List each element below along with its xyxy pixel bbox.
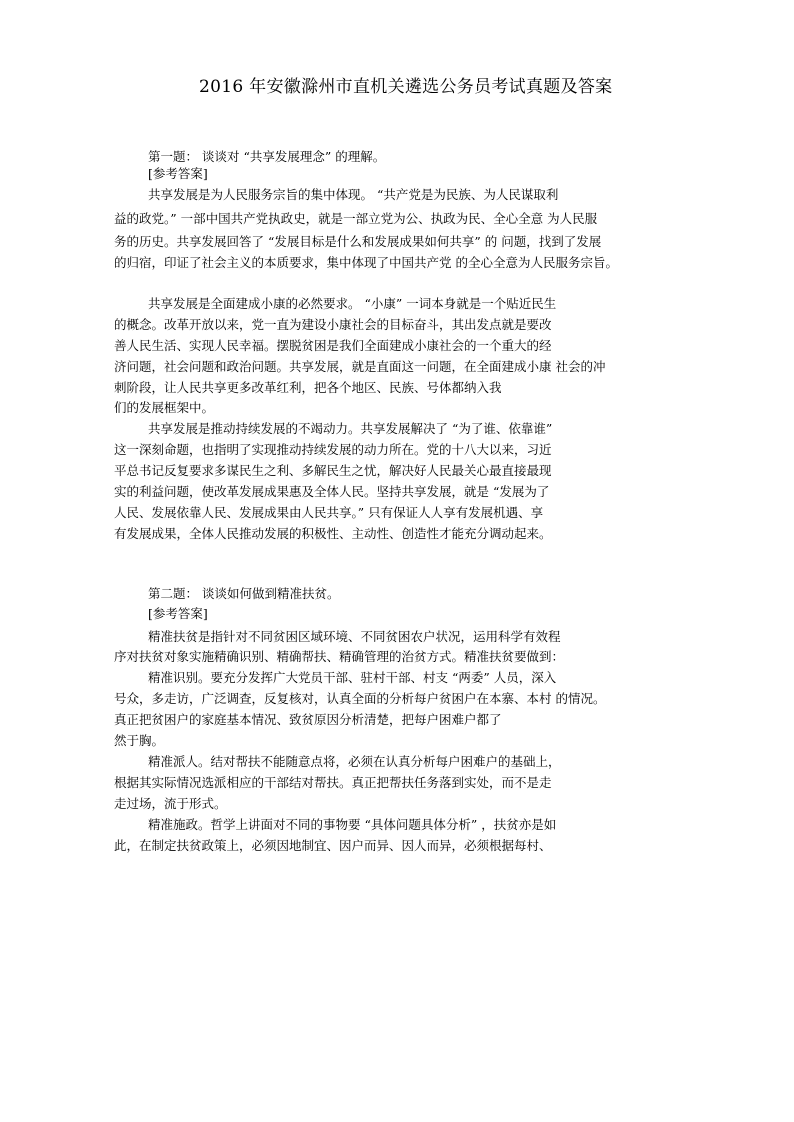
- q2-paragraph-3-line: 根据其实际情况选派相应的干部结对帮扶。真正把帮扶任务落到实处，而不是走: [114, 775, 552, 790]
- q1-paragraph-3-line: 人民、发展依靠人民、发展成果由人民共享。” 只有保证人人享有发展机遇、享: [114, 505, 544, 520]
- q1-paragraph-2-line: 刺阶段，让人民共享更多改革红利，把各个地区、民族、号体都纳入我: [114, 380, 502, 395]
- q1-paragraph-1-line: 务的历史。共享发展回答了 “发展目标是什么和发展成果如何共享” 的 问题，找到了发展: [114, 234, 602, 249]
- q1-paragraph-3-line: 实的利益问题，使改革发展成果惠及全体人民。坚持共享发展，就是 “发展为了: [114, 484, 550, 499]
- q1-paragraph-3-line: 平总书记反复要求多谋民生之利、多解民生之忧，解决好人民最关心最直接最现: [114, 463, 552, 478]
- q1-paragraph-2-line: 共享发展是全面建成小康的必然要求。 “小康” 一词本身就是一个贴近民生: [148, 296, 557, 311]
- q2-paragraph-4-line: 此，在制定扶贫政策上，必须因地制宜、因户而异、因人而异，必须根据每村、: [114, 838, 552, 853]
- q1-paragraph-2-line: 善人民生活、实现人民幸福。摆脱贫困是我们全面建成小康社会的一个重大的经: [114, 338, 552, 353]
- question-1-reference-label: [参考答案]: [148, 166, 208, 181]
- q1-paragraph-1-line: 益的政党。” 一部中国共产党执政史，就是一部立党为公、执政为民、全心全意 为人民服: [114, 211, 598, 226]
- q2-paragraph-3-line: 精准派人。结对帮扶不能随意点将，必须在认真分析每户困难户的基础上，: [148, 754, 561, 769]
- q2-paragraph-2-line: 精准识别。要充分发挥广大党员干部、驻村干部、村支 “两委” 人员，深入: [148, 670, 557, 685]
- q2-paragraph-1-line: 序对扶贫对象实施精确识别、精确帮扶、精确管理的治贫方式。精准扶贫要做到：: [114, 649, 565, 664]
- q1-paragraph-3-line: 这一深刻命题，也指明了实现推动持续发展的动力所在。党的十八大以来，习近: [114, 442, 552, 457]
- question-2-reference-label: [参考答案]: [148, 606, 208, 621]
- q1-paragraph-1-line: 共享发展是为人民服务宗旨的集中体现。 “共产党是为民族、为人民谋取利: [148, 187, 559, 202]
- q2-paragraph-2-line: 真正把贫困户的家庭基本情况、致贫原因分析清楚，把每户困难户都了: [114, 712, 502, 727]
- q1-paragraph-2-line: 的概念。改革开放以来，党一直为建设小康社会的目标奋斗，其出发点就是要改: [114, 317, 552, 332]
- q2-paragraph-3-line: 走过场，流于形式。: [114, 796, 227, 811]
- q2-paragraph-1-line: 精准扶贫是指针对不同贫困区域环境、不同贫困农户状况，运用科学有效程: [148, 629, 561, 644]
- q2-paragraph-2-line: 然于胸。: [114, 733, 165, 748]
- question-2-heading: 第二题： 谈谈如何做到精准扶贫。: [148, 586, 340, 601]
- q2-paragraph-4-line: 精准施政。哲学上讲面对不同的事物要 “具体问题具体分析” ，扶贫亦是如: [148, 817, 557, 832]
- document-title: 2016 年安徽滁州市直机关遴选公务员考试真题及答案: [199, 77, 613, 97]
- q1-paragraph-2-line: 济问题，社会问题和政治问题。共享发展，就是直面这一问题，在全面建成小康 社会的冲: [114, 359, 606, 374]
- q2-paragraph-2-line: 号众，多走访，广泛调查，反复核对，认真全面的分析每户贫困户在本寨、本村 的情况。: [114, 691, 606, 706]
- q1-paragraph-2-line: 们的发展框架中。: [114, 400, 215, 415]
- q1-paragraph-1-line: 的归宿，印证了社会主义的本质要求，集中体现了中国共产党 的全心全意为人民服务宗旨。: [114, 255, 618, 270]
- question-1-heading: 第一题： 谈谈对 “共享发展理念” 的理解。: [148, 149, 386, 164]
- q1-paragraph-3-line: 有发展成果，全体人民推动发展的积极性、主动性、创造性才能充分调动起来。: [114, 526, 552, 541]
- q1-paragraph-3-line: 共享发展是推动持续发展的不竭动力。共享发展解决了 “为了谁、依靠谁”: [148, 421, 553, 436]
